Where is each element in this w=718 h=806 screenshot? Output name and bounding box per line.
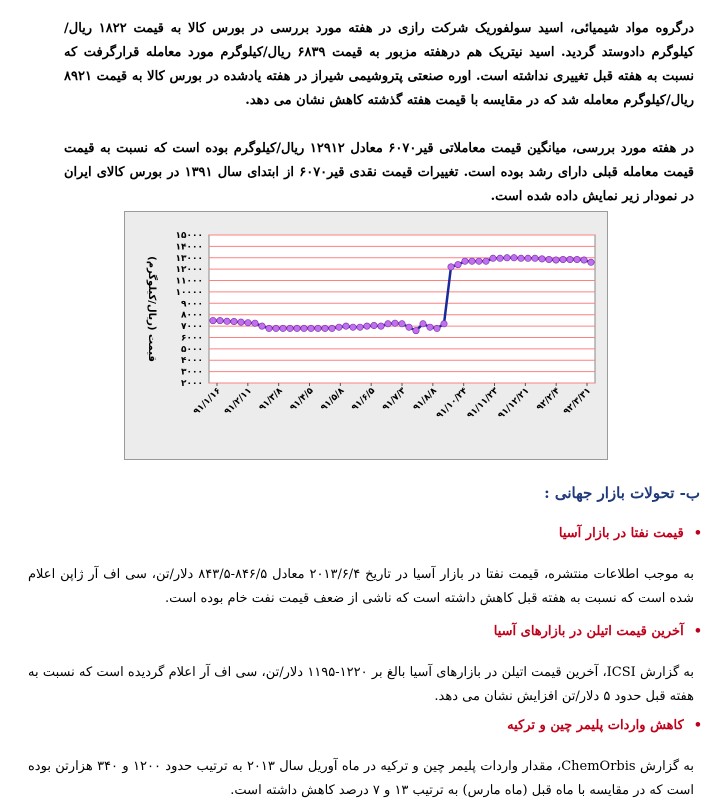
data-point xyxy=(574,256,580,262)
data-point xyxy=(280,325,286,331)
data-point xyxy=(259,323,265,329)
bullet-body-polymer: به گزارش ChemOrbis، مقدار واردات پلیمر چین و ترکیه در ماه آوریل سال ۲۰۱۳ به ترتیب حدود ۱۲۰۰ و ۳۴۰ هزارتن بوده است که در مقایسه با ماه قبل (ماه مارس) به ترتیب ۱۳ و ۷ درصد کاهش داشته است. xyxy=(28,759,694,798)
data-point xyxy=(294,325,300,331)
data-point xyxy=(343,323,349,329)
data-point xyxy=(336,324,342,330)
data-point xyxy=(567,256,573,262)
data-point xyxy=(238,319,244,325)
data-point xyxy=(357,324,363,330)
data-point xyxy=(308,325,314,331)
data-point xyxy=(420,321,426,327)
data-point xyxy=(252,320,258,326)
bullet-body-naphtha: به موجب اطلاعات منتشره، قیمت نفتا در بازار آسیا در تاریخ ۲۰۱۳/۶/۴ معادل ۸۴۶/۵-۸۴۳/۵ دلار/تن، سی اف آر ژاپن اعلام شده است که نسبت به هفته قبل کاهش داشته است که ناشی از ضعف قیمت نفت خام بوده است. xyxy=(28,567,694,606)
bullet-icon: • xyxy=(693,718,702,733)
data-point xyxy=(287,325,293,331)
y-tick-label: ۱۲۰۰۰ xyxy=(175,265,203,276)
data-point xyxy=(476,258,482,264)
y-tick-label: ۴۰۰۰ xyxy=(181,356,203,367)
bullet-heading-text: قیمت نفتا در بازار آسیا xyxy=(558,526,684,541)
data-point xyxy=(371,322,377,328)
bitumen-price-chart xyxy=(124,211,608,460)
data-point xyxy=(322,325,328,331)
x-tick-label: ۹۱/۱۰/۲۴ xyxy=(434,386,470,422)
data-point xyxy=(329,325,335,331)
data-point xyxy=(539,256,545,262)
data-point xyxy=(364,323,370,329)
x-tick-label: ۹۱/۵/۸ xyxy=(319,386,347,414)
bullet-heading-ethylene xyxy=(494,624,702,639)
data-point xyxy=(525,255,531,261)
y-tick-label: ۶۰۰۰ xyxy=(181,333,203,344)
data-point xyxy=(588,259,594,265)
x-tick-label: ۹۱/۲/۱۱ xyxy=(222,386,254,418)
bullet-icon: • xyxy=(693,624,702,639)
x-tick-label: ۹۲/۳/۳۱ xyxy=(561,386,594,418)
x-tick-label: ۹۲/۲/۴ xyxy=(535,386,563,414)
data-point xyxy=(490,255,496,261)
data-point xyxy=(462,258,468,264)
y-tick-label: ۹۰۰۰ xyxy=(181,299,203,310)
data-point xyxy=(511,255,517,261)
data-point xyxy=(315,325,321,331)
bullet-body-ethylene: به گزارش ICSI، آخرین قیمت اتیلن در بازارهای آسیا بالغ بر ۱۲۲۰-۱۱۹۵ دلار/تن، سی اف آر اعلام گردیده است که نسبت به هفته قبل حدود ۵ دلار/تن افزایش نشان می دهد. xyxy=(28,665,694,704)
section-title-global: ب- تحولات بازار جهانی : xyxy=(544,484,700,502)
data-point xyxy=(392,320,398,326)
data-point xyxy=(441,321,447,327)
data-point xyxy=(266,325,272,331)
y-tick-label: ۱۰۰۰۰ xyxy=(175,287,203,298)
data-point xyxy=(273,325,279,331)
data-point xyxy=(413,327,419,333)
bullet-heading-polymer xyxy=(507,718,702,733)
y-tick-label: ۱۱۰۰۰ xyxy=(175,276,203,287)
data-point xyxy=(301,325,307,331)
data-point xyxy=(483,258,489,264)
bullet-heading-text: کاهش واردات پلیمر چین و ترکیه xyxy=(507,718,684,733)
data-point xyxy=(546,256,552,262)
data-point xyxy=(434,325,440,331)
data-point xyxy=(385,321,391,327)
chart-svg xyxy=(125,212,607,459)
bullet-heading-text: آخرین قیمت اتیلن در بازارهای آسیا xyxy=(493,624,684,639)
data-point xyxy=(210,317,216,323)
x-tick-label: ۹۱/۱/۱۶ xyxy=(191,386,224,418)
data-point xyxy=(518,255,524,261)
data-point xyxy=(378,323,384,329)
x-tick-label: ۹۱/۴/۵ xyxy=(288,386,316,414)
data-point xyxy=(504,255,510,261)
data-point xyxy=(448,264,454,270)
data-point xyxy=(497,255,503,261)
y-tick-label: ۵۰۰۰ xyxy=(181,344,203,355)
y-tick-label: ۱۴۰۰۰ xyxy=(175,242,203,253)
x-tick-label: ۹۱/۷/۳ xyxy=(380,386,409,414)
data-point xyxy=(217,317,223,323)
y-tick-label: ۲۰۰۰ xyxy=(181,379,203,389)
data-point xyxy=(427,324,433,330)
y-tick-label: ۸۰۰۰ xyxy=(181,310,203,321)
data-point xyxy=(581,257,587,263)
data-point xyxy=(560,256,566,262)
data-point xyxy=(399,321,405,327)
data-point xyxy=(231,318,237,324)
data-point xyxy=(532,255,538,261)
bullet-heading-naphtha xyxy=(559,526,702,541)
data-point xyxy=(553,257,559,263)
data-point xyxy=(406,324,412,330)
x-tick-label: ۹۱/۱۲/۲۱ xyxy=(496,386,532,422)
y-tick-label: ۷۰۰۰ xyxy=(181,322,203,333)
y-tick-label: ۱۵۰۰۰ xyxy=(175,231,203,241)
x-tick-label: ۹۱/۳/۸ xyxy=(257,386,285,414)
data-point xyxy=(469,258,475,264)
y-tick-label: ۱۳۰۰۰ xyxy=(175,253,203,264)
x-tick-label: ۹۱/۶/۵ xyxy=(350,386,378,414)
data-point xyxy=(455,261,461,267)
data-point xyxy=(245,320,251,326)
data-point xyxy=(350,324,356,330)
x-tick-label: ۹۱/۸/۸ xyxy=(411,386,439,414)
data-point xyxy=(224,318,230,324)
y-tick-label: ۳۰۰۰ xyxy=(181,367,203,378)
paragraph-bitumen: در هفته مورد بررسی، میانگین قیمت معاملاتی قیر۶۰۷۰ معادل ۱۲۹۱۲ ریال/کیلوگرم بوده است که نسبت به قیمت قیمت معامله قبلی دارای رشد بوده است. تغییرات قیمت نقدی قیر۶۰۷۰ از ابتدای سال ۱۳۹۱ در بورس کالای ایران در نمودار زیر نمایش داده شده است. xyxy=(64,141,695,204)
y-axis-label: قیمت (ریال/کیلوگرم) xyxy=(146,256,157,362)
bullet-icon: • xyxy=(693,526,702,541)
x-tick-label: ۹۱/۱۱/۲۳ xyxy=(465,386,501,422)
paragraph-chemicals: درگروه مواد شیمیائی، اسید سولفوریک شرکت رازی در هفته مورد بررسی در بورس کالا به قیمت ۱۸۲۲ ریال/کیلوگرم دادوستد گردید. اسید نیتریک هم درهفته مزبور به قیمت ۶۸۳۹ ریال/کیلوگرم مورد معامله قرارگرفت که نسبت به هفته قبل تغییری نداشته است. اوره صنعتی پتروشیمی شیراز در هفته یادشده در بورس کالا به قیمت ۸۹۲۱ ریال/کیلوگرم معامله شد که در مقایسه با قیمت هفته گذشته کاهش نشان می دهد. xyxy=(64,21,695,108)
